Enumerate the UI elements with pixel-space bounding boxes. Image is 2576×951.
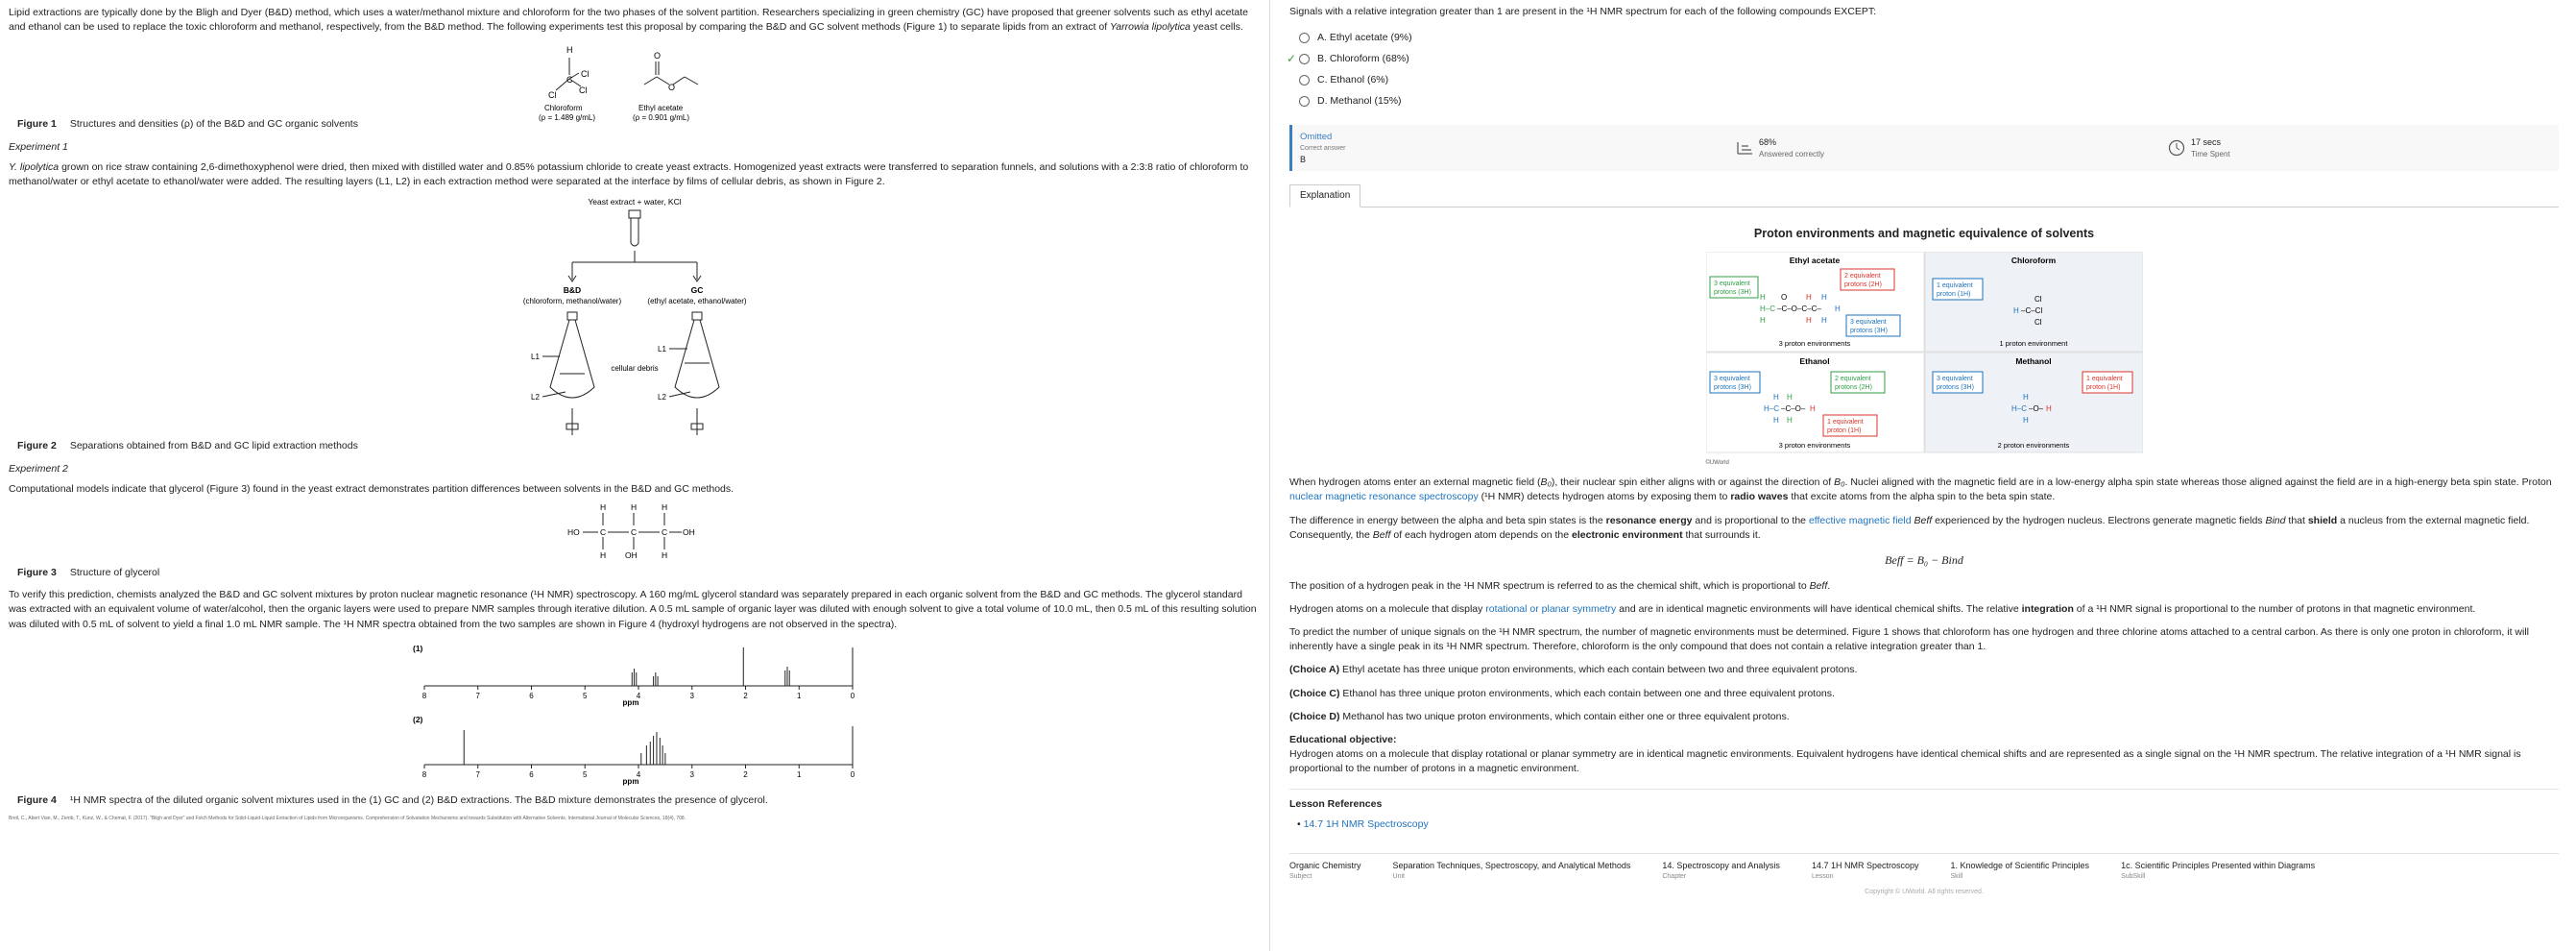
svg-text:L1: L1: [658, 345, 666, 354]
svg-text:(ρ = 0.901 g/mL): (ρ = 0.901 g/mL): [633, 113, 690, 123]
svg-text:Cl: Cl: [548, 90, 557, 101]
radio-icon[interactable]: [1299, 33, 1310, 43]
svg-text:Ethanol: Ethanol: [1798, 356, 1830, 367]
svg-text:H: H: [1805, 316, 1812, 326]
svg-text:Chloroform: Chloroform: [2010, 256, 2056, 266]
tick-label: 5: [583, 691, 588, 700]
tick-label: 2: [743, 769, 748, 779]
svg-text:H: H: [566, 45, 573, 56]
svg-text:2 equivalent: 2 equivalent: [1834, 376, 1871, 383]
choice-a-explanation: (Choice A) Ethyl acetate has three unique proton environments, which each contain between two and three equivalent protons.: [1289, 664, 1858, 676]
svg-text:protons (3H): protons (3H): [1849, 328, 1888, 335]
svg-text:Cl: Cl: [579, 85, 588, 96]
svg-text:protons (2H): protons (2H): [1843, 281, 1882, 289]
figure-2: [9, 195, 1261, 452]
svg-text:L1: L1: [531, 353, 540, 362]
svg-text:H: H: [662, 501, 668, 512]
svg-text:3 proton environments: 3 proton environments: [1778, 339, 1850, 349]
answer-choices: [1289, 27, 2559, 111]
svg-text:HO: HO: [567, 526, 580, 537]
passage-panel: [0, 0, 1269, 951]
figure-1-caption: Figure 1 Structures and densities (ρ) of the B&D and GC organic solvents: [17, 118, 358, 131]
svg-text:H: H: [1772, 416, 1779, 426]
svg-text:Cl: Cl: [581, 69, 590, 80]
tick-label: 7: [475, 769, 480, 779]
tick-label: 2: [743, 691, 748, 700]
svg-text:H: H: [2012, 306, 2019, 316]
svg-text:Cl: Cl: [2034, 318, 2042, 328]
svg-text:proton (1H): proton (1H): [1936, 291, 1970, 299]
svg-text:1 equivalent: 1 equivalent: [1826, 419, 1864, 427]
nmr-text: To verify this prediction, chemists analyzed the B&D and GC solvent mixtures by proton nuclear magnetic resonance (¹H NMR) spectroscopy. A 160 mg/mL glycerol standard was separately prepared in each organic solvent from the B&D and GC methods. The glycerol standard was extracted with an equivalent volume of water/alcohol, then the organic layers were used to prepare NMR samples through iterative dilution. A 0.5 mL sample of organic layer was diluted with enough solvent to give a total volume of 10.0 mL, then 0.5 mL of this resulting solution was diluted with 0.5 mL of solvent to yield a final 1.0 mL NMR sample. The ¹H NMR spectra obtained from the two samples are shown in Figure 4 (hydroxyl hydrogens are not observed in the spectra).: [9, 589, 1257, 630]
tick-label: 1: [797, 691, 802, 700]
svg-text:L2: L2: [658, 393, 666, 402]
figure-2-diagram: [491, 195, 779, 452]
svg-text:(chloroform, methanol/water): (chloroform, methanol/water): [522, 297, 622, 306]
radio-icon[interactable]: [1299, 96, 1310, 107]
experiment-2-text: Computational models indicate that glycerol (Figure 3) found in the yeast extract demonstrates partition differences between solvents in the B&D and GC methods.: [9, 482, 734, 495]
bar-chart-icon: [1736, 140, 1753, 156]
svg-text:OH: OH: [625, 549, 638, 560]
svg-text:H–C: H–C: [2010, 404, 2027, 414]
explanation-p3: The position of a hydrogen peak in the ¹H NMR spectrum is referred to as the chemical shift, which is proportional to Beff.: [1289, 579, 1831, 592]
svg-text:(ethyl acetate, ethanol/water): (ethyl acetate, ethanol/water): [647, 297, 747, 306]
svg-text:1 proton environment: 1 proton environment: [1999, 339, 2067, 349]
experiment-1-title: Experiment 1: [9, 140, 68, 153]
svg-text:protons (3H): protons (3H): [1936, 384, 1974, 392]
svg-text:Ethyl acetate: Ethyl acetate: [1789, 256, 1840, 266]
svg-text:H: H: [1805, 293, 1812, 303]
tab-bar: [1289, 184, 2559, 207]
checkmark-icon: ✓: [1287, 51, 1297, 65]
figure-4: [9, 638, 1261, 792]
svg-text:3 equivalent: 3 equivalent: [1713, 376, 1750, 383]
metadata-footer: Organic Chemistry Subject Separation Techniques, Spectroscopy, and Analytical Methods Unit 14. Spectroscopy and Analysis Chapter 14.7 1H NMR Spectroscopy Lesson 1. Knowledge of Scientific Principles Skill 1c. Scientific Principles Presented within Diagrams SubSkill: [1289, 853, 2559, 882]
choice-d[interactable]: D. Methanol (15%): [1289, 90, 2559, 111]
choice-d-explanation: (Choice D) Methanol has two unique proton environments, which contain either one or three equivalent protons.: [1289, 710, 1790, 722]
result-status: Omitted Correct answer B: [1300, 131, 1346, 164]
svg-text:Ethyl acetate: Ethyl acetate: [638, 104, 684, 113]
svg-text:GC: GC: [690, 285, 704, 296]
link-effective-field[interactable]: effective magnetic field: [1808, 514, 1912, 526]
svg-text:H–C: H–C: [1759, 305, 1775, 314]
svg-text:Yeast extract + water, KCl: Yeast extract + water, KCl: [588, 197, 682, 207]
svg-text:protons (3H): protons (3H): [1713, 384, 1751, 392]
svg-text:H: H: [1786, 416, 1793, 426]
link-symmetry[interactable]: rotational or planar symmetry: [1485, 602, 1617, 615]
tick-label: 1: [797, 769, 802, 779]
svg-text:C: C: [600, 526, 607, 537]
tick-label: 4: [636, 691, 641, 700]
proton-environments-diagram: [1706, 252, 2143, 453]
stats-bar: [1289, 125, 2559, 171]
tick-label: 3: [689, 691, 694, 700]
svg-text:L2: L2: [531, 393, 540, 402]
tab-explanation[interactable]: Explanation: [1289, 184, 1360, 207]
svg-text:H: H: [1820, 293, 1827, 303]
svg-text:Methanol: Methanol: [2014, 356, 2052, 367]
svg-text:proton (1H): proton (1H): [1826, 427, 1861, 435]
experiment-2-title: Experiment 2: [9, 462, 68, 475]
educational-objective-heading: Educational objective:: [1289, 734, 1397, 746]
svg-text:H: H: [1834, 305, 1841, 314]
svg-text:3 proton environments: 3 proton environments: [1778, 441, 1850, 451]
svg-text:H: H: [662, 549, 668, 560]
clock-icon: [2168, 139, 2185, 157]
lesson-references: Lesson References • 14.7 1H NMR Spectroscopy: [1289, 789, 2559, 832]
svg-text:1 equivalent: 1 equivalent: [2085, 376, 2123, 383]
svg-text:–C–O–C–C–: –C–O–C–C–: [1776, 305, 1821, 314]
svg-text:H: H: [1786, 393, 1793, 402]
choice-c[interactable]: C. Ethanol (6%): [1289, 69, 2559, 90]
svg-text:H: H: [2045, 404, 2052, 414]
svg-text:H: H: [1772, 393, 1779, 402]
tick-label: 7: [475, 691, 480, 700]
figure-2-caption: Figure 2 Separations obtained from B&D and GC lipid extraction methods: [17, 440, 358, 452]
explanation-p5: To predict the number of unique signals on the ¹H NMR spectrum, the number of magnetic environments must be determined. Figure 1 shows that chloroform has one hydrogen and three chlorine atoms attached to a central carbon. As there is only one proton in chloroform, it will inherently have a single peak in its ¹H NMR spectrum. Therefore, chloroform is the only compound that does not contain a relative integration greater than 1.: [1289, 625, 2530, 653]
svg-text:2 equivalent: 2 equivalent: [1843, 273, 1881, 280]
svg-text:protons (2H): protons (2H): [1834, 384, 1872, 392]
svg-text:H–C: H–C: [1763, 404, 1779, 414]
explanation-p2: The difference in energy between the alpha and beta spin states is the resonance energy and is proportional to the effective magnetic field Beff experienced by the hydrogen nucleus. Electrons generate magnetic fields Bind that shield a nucleus from the external magnetic field. Consequently, the Beff of each hydrogen atom depends on the electronic environment that surrounds it.: [1289, 514, 2530, 541]
svg-text:3 equivalent: 3 equivalent: [1849, 319, 1887, 327]
question-panel: [1270, 0, 2576, 951]
equation: Beff = B₀ − Bind: [1885, 553, 1963, 568]
svg-text:H: H: [631, 501, 638, 512]
experiment-1-text: Y. lipolytica grown on rice straw containing 2,6-dimethoxyphenol were dried, then mixed with distilled water and 0.85% potassium chloride to create yeast extracts. Homogenized yeast extracts were transferred to separation funnels, and solutions with a 2:3:8 ratio of chloroform to methanol/water or ethyl acetate to ethanol/water were added. The resulting layers (L1, L2) in each extraction method were separated at the interface by films of cellular debris, as shown in Figure 2.: [9, 160, 1249, 188]
tick-label: 3: [689, 769, 694, 779]
svg-text:H: H: [600, 549, 607, 560]
svg-text:–O–: –O–: [2028, 404, 2043, 414]
svg-text:protons (3H): protons (3H): [1713, 289, 1751, 297]
link-nmr-spectroscopy[interactable]: nuclear magnetic resonance spectroscopy: [1289, 491, 1479, 503]
tick-label: 0: [850, 691, 855, 700]
glycerol-structure: [558, 499, 711, 564]
svg-text:Cl: Cl: [2034, 295, 2042, 305]
svg-text:proton (1H): proton (1H): [2085, 384, 2120, 392]
svg-text:H: H: [1809, 404, 1816, 414]
svg-text:(1): (1): [413, 643, 423, 653]
svg-text:cellular debris: cellular debris: [611, 364, 659, 374]
svg-text:ppm: ppm: [622, 776, 639, 786]
explanation-p1: When hydrogen atoms enter an external magnetic field (B₀), their nuclear spin either aligns with or against the direction of B₀. Nuclei aligned with the magnetic field are in a low-energy alpha spin state whereas those aligned against the field are in a high-energy beta spin state. Proton nuclear magnetic resonance spectroscopy (¹H NMR) detects hydrogen atoms by exposing them to radio waves that excite atoms from the alpha spin to the beta spin state.: [1289, 476, 2552, 503]
nmr-spectra: [9, 638, 1257, 792]
percent-correct: 68% Answered correctly: [1736, 136, 2168, 160]
copyright: Copyright © UWorld. All rights reserved.: [1865, 889, 1984, 896]
tick-label: 8: [421, 691, 427, 700]
figure-credit: ©UWorld: [1705, 459, 1729, 466]
svg-text:OH: OH: [683, 526, 695, 537]
svg-text:3 equivalent: 3 equivalent: [1936, 376, 1973, 383]
svg-text:H: H: [2022, 393, 2029, 402]
passage-intro: Lipid extractions are typically done by the Bligh and Dyer (B&D) method, which uses a water/methanol mixture and chloroform for the two phases of the solvent partition. Researchers specializing in green chemistry (GC) have proposed that greener solvents such as ethyl acetate and ethanol can be used to replace the toxic chloroform and methanol, respectively, from the B&D method. The following experiments test this proposal by comparing the B&D and GC solvent methods (Figure 1) to separate lipids from an extract of Yarrowia lipolytica yeast cells.: [9, 7, 1248, 34]
svg-text:O: O: [668, 83, 676, 93]
svg-text:B&D: B&D: [563, 285, 582, 296]
time-spent: 17 secs Time Spent: [2168, 136, 2230, 160]
svg-text:(2): (2): [413, 714, 423, 724]
svg-text:–C–O–: –C–O–: [1780, 404, 1805, 414]
figure-3: [9, 499, 1261, 564]
explanation-figure: [1706, 252, 2143, 467]
svg-text:ppm: ppm: [622, 697, 639, 707]
svg-text:C: C: [662, 526, 668, 537]
explanation-figure-title: Proton environments and magnetic equivalence of solvents: [1753, 227, 2095, 241]
educational-objective: Hydrogen atoms on a molecule that display rotational or planar symmetry are in identical magnetic environments. Equivalent hydrogens have identical chemical shifts and are represented as a single signal on the ¹H NMR spectrum. The relative integration of a ¹H NMR signal is proportional to the number of protons in a magnetic environment.: [1289, 748, 2521, 775]
svg-text:C: C: [566, 75, 573, 85]
radio-icon[interactable]: [1299, 54, 1310, 64]
svg-text:2 proton environments: 2 proton environments: [1997, 441, 2069, 451]
tick-label: 8: [421, 769, 427, 779]
svg-text:H: H: [1820, 316, 1827, 326]
choice-c-explanation: (Choice C) Ethanol has three unique proton environments, which each contain between one and three equivalent protons.: [1289, 687, 1835, 699]
svg-text:C: C: [631, 526, 638, 537]
tick-label: 0: [850, 769, 855, 779]
figure-1-structures: [519, 40, 750, 142]
svg-text:O: O: [1780, 293, 1787, 303]
radio-icon[interactable]: [1299, 75, 1310, 85]
svg-text:H: H: [1759, 293, 1766, 303]
svg-text:H: H: [1759, 316, 1766, 326]
tick-label: 5: [583, 769, 588, 779]
figure-3-caption: Figure 3 Structure of glycerol: [17, 566, 160, 578]
svg-text:Chloroform: Chloroform: [544, 104, 583, 113]
tick-label: 6: [529, 691, 534, 700]
tick-label: 4: [636, 769, 641, 779]
svg-text:H: H: [2022, 416, 2029, 426]
figure-4-caption: Figure 4 ¹H NMR spectra of the diluted organic solvent mixtures used in the (1) GC and (2) B&D extractions. The B&D mixture demonstrates the presence of glycerol.: [17, 793, 768, 806]
svg-text:H: H: [600, 501, 607, 512]
svg-text:1 equivalent: 1 equivalent: [1936, 282, 1973, 290]
choice-a[interactable]: A. Ethyl acetate (9%): [1289, 27, 2559, 48]
question-stem: Signals with a relative integration greater than 1 are present in the ¹H NMR spectrum for each of the following compounds EXCEPT:: [1289, 6, 1877, 17]
citation: Breil, C., Abert Vian, M., Zemb, T., Kunz, W., & Chemat, F. (2017). "Bligh and Dyer" and Folch Methods for Solid-Liquid-Liquid Extraction of Lipids from Microorganisms. Comprehension of Solvatation Mechanisms and towards Substitution with Alternative Solvents. International Journal of Molecular Sciences, 18(4), 708.: [9, 816, 686, 822]
svg-text:(ρ = 1.489 g/mL): (ρ = 1.489 g/mL): [539, 113, 596, 123]
svg-text:O: O: [654, 51, 662, 61]
tick-label: 6: [529, 769, 534, 779]
svg-text:–C–Cl: –C–Cl: [2020, 306, 2042, 316]
explanation-p4: Hydrogen atoms on a molecule that display rotational or planar symmetry and are in identical magnetic environments will have identical chemical shifts. The relative integration of a ¹H NMR signal is proportional to the number of protons in that magnetic environment.: [1289, 602, 2476, 615]
svg-text:3 equivalent: 3 equivalent: [1713, 280, 1750, 288]
choice-b[interactable]: ✓ B. Chloroform (68%): [1289, 48, 2559, 69]
lesson-link[interactable]: 14.7 1H NMR Spectroscopy: [1303, 817, 1429, 830]
